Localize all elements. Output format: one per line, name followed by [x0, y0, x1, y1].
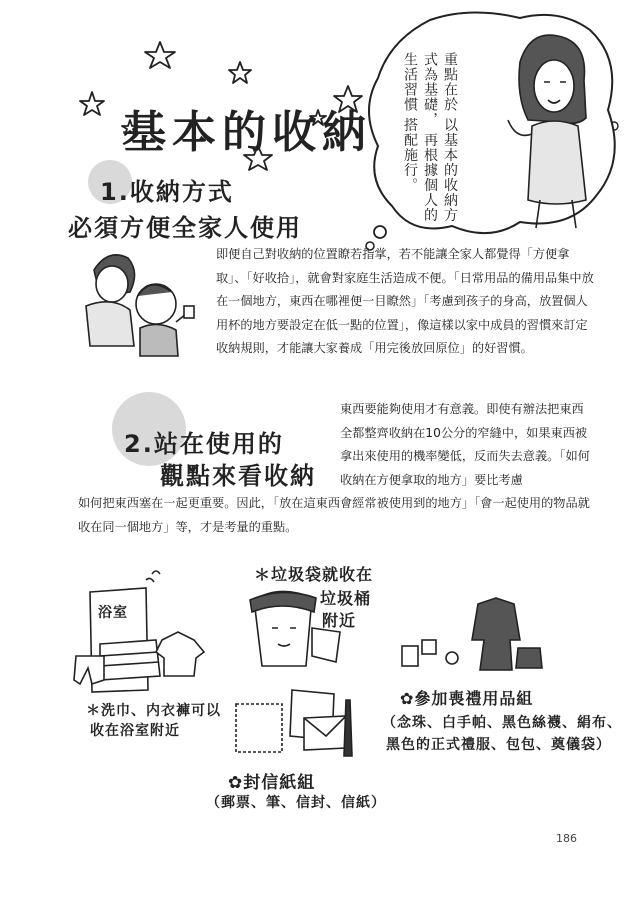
section1-paragraph: 即便自己對收納的位置瞭若指掌，若不能讓全家人都覺得「方便拿取」、「好收拾」，就會對家庭生活造成不便。「日常用品的備用品集中放在一個地方，東西在哪裡便一目瞭然」「考慮到孩子的身高，放置個人用杯的地方要設定在低一點的位置」，像這樣以家中成員的習慣來訂定收納規則，才能讓大家養成「用完後放回原位」的好習慣。 [216, 247, 594, 355]
underwear [74, 656, 104, 684]
bathroom-caption-1: ＊洗巾、内衣褲可以 [86, 703, 221, 719]
envelope-small [402, 646, 418, 666]
funeral-caption-2: （念珠、白手帕、黑色絲襪、絹布、 [382, 715, 622, 731]
envelope [304, 716, 346, 750]
section1-heading-line1: 1.收納方式 [100, 178, 234, 206]
bubble-line: 搭配施行。 [402, 117, 418, 193]
bathroom-sign: 浴室 [98, 605, 128, 621]
tshirt [156, 632, 204, 676]
trash-caption-3: 附近 [322, 611, 357, 630]
bubble-line: 以基本的收納方式為基礎， [422, 52, 458, 223]
trash-caption-2: 垃圾桶 [320, 589, 372, 608]
trash-bag-roll [312, 628, 340, 662]
funeral-caption-1: ✿參加喪禮用品組 [400, 689, 534, 708]
trash-caption-1: ＊垃圾袋就收在 [254, 565, 374, 584]
letter-caption-2: （郵票、筆、信封、信紙） [206, 795, 386, 811]
section2-heading-line1: 2.站在使用的 [124, 430, 284, 458]
bubble-line: 重點在於 [442, 52, 458, 112]
section2-heading-line2: 觀點來看收納 [160, 462, 316, 490]
bubble-line: 再根據個人的生活習慣 [402, 52, 438, 223]
dress [472, 598, 520, 670]
beads [446, 652, 458, 664]
section2-paragraph-b: 如何把東西塞在一起更重要。因此，「放在這東西會經常被使用到的地方」「會一起使用的物品就收在同一個地方」等，才是考量的重點。 [78, 496, 590, 534]
stamp [236, 704, 282, 752]
page-number: 186 [556, 832, 577, 845]
bag [516, 648, 542, 668]
towel-stack [100, 640, 160, 680]
section2-paragraph-a: 東西要能夠使用才有意義。即使有辦法把東西全都整齊收納在10公分的窄縫中，如果東西被拿出來使用的機率變低，反而失去意義。「如何收納在方便拿取的地方」要比考慮 [340, 402, 590, 487]
page-title: 基本的收納 [122, 107, 372, 158]
pen [344, 700, 352, 756]
handkerchief [422, 640, 436, 654]
funeral-caption-3: 黑色的正式禮服、包包、奠儀袋） [386, 737, 611, 753]
bathroom-caption-2: 收在浴室附近 [90, 723, 180, 739]
letter-caption-1: ✿封信紙組 [228, 773, 316, 793]
section1-heading-line2: 必須方便全家人使用 [68, 214, 302, 242]
